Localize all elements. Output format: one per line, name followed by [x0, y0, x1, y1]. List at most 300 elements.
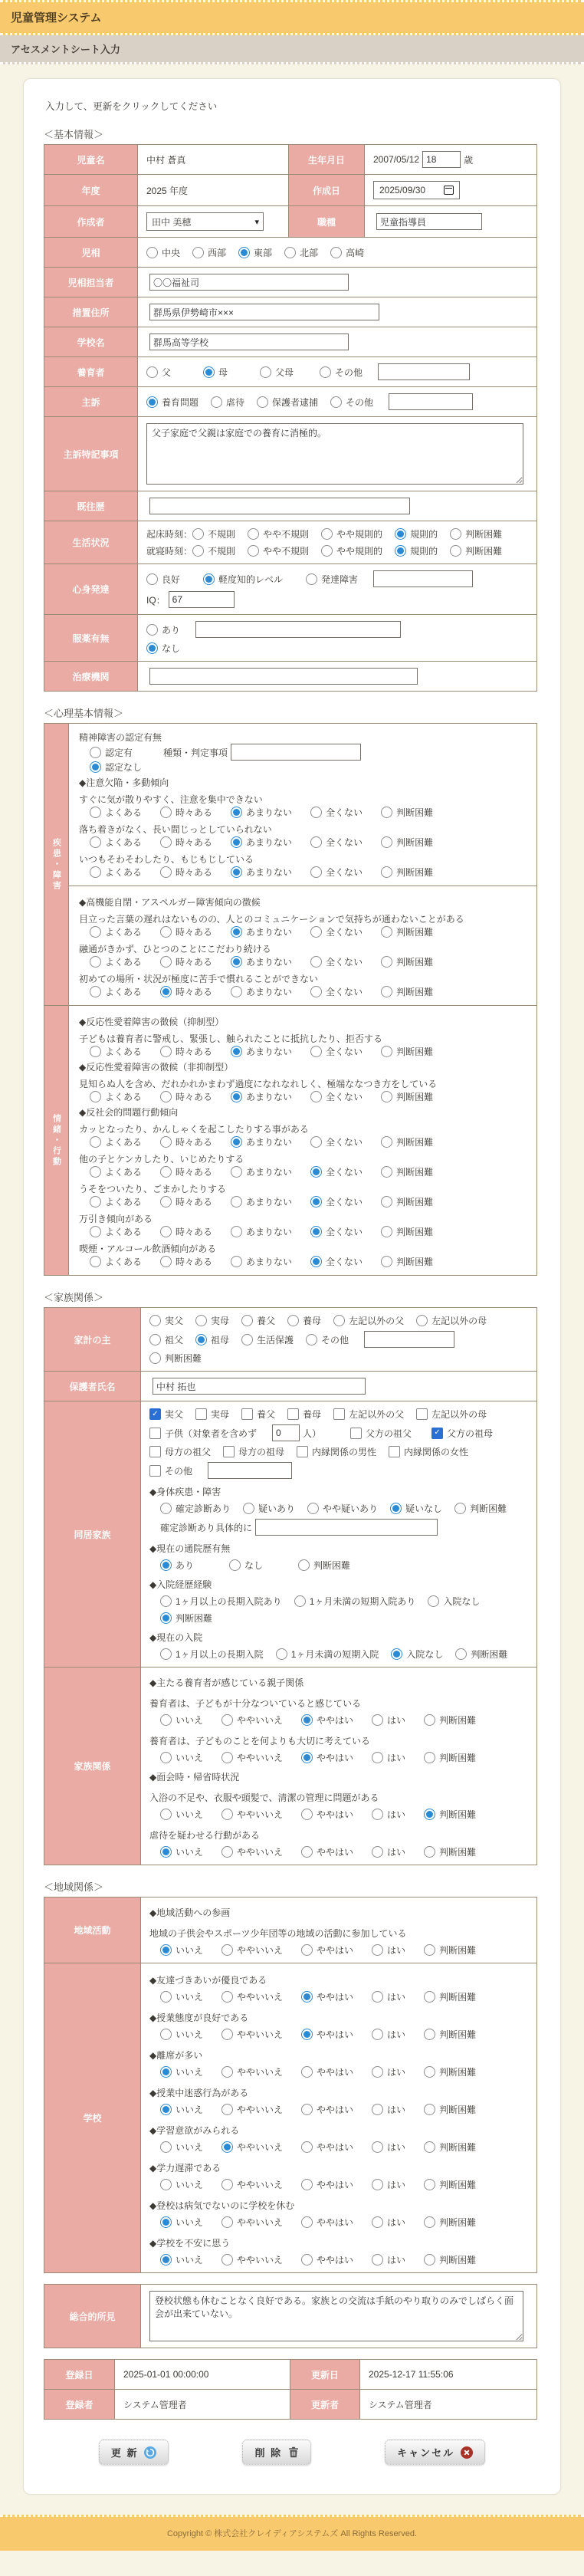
radio-option[interactable]: [229, 1559, 263, 1572]
radio-option[interactable]: [231, 955, 292, 968]
age-input[interactable]: [422, 151, 461, 168]
radio-option[interactable]: [381, 1165, 433, 1178]
radio-label: 判断困難: [396, 1046, 434, 1057]
radio-option[interactable]: [306, 573, 358, 586]
radio-option[interactable]: [221, 2216, 283, 2229]
radio-option[interactable]: [221, 2141, 283, 2154]
radio-option[interactable]: [372, 1845, 405, 1858]
radio-option[interactable]: [424, 2141, 476, 2154]
radio-option[interactable]: [90, 1195, 142, 1208]
radio-option[interactable]: [307, 1502, 378, 1515]
radio-option[interactable]: [231, 866, 292, 879]
radio-option[interactable]: [90, 1165, 142, 1178]
radio-option[interactable]: [90, 925, 142, 938]
radio-option[interactable]: [231, 1165, 292, 1178]
radio-option[interactable]: [192, 527, 235, 540]
checkbox-option[interactable]: [297, 1445, 376, 1458]
field-cell: [138, 268, 536, 297]
radio-label: 認定なし: [105, 762, 143, 773]
radio-option[interactable]: [149, 1333, 183, 1346]
radio-option[interactable]: [310, 1165, 363, 1178]
iq-input[interactable]: [169, 591, 235, 608]
radio-option[interactable]: [203, 366, 228, 379]
radio-option[interactable]: [192, 246, 226, 259]
table-row: [44, 661, 536, 691]
radio-option[interactable]: [424, 2178, 476, 2191]
radio-option[interactable]: [231, 1135, 292, 1148]
caregiver-other-input[interactable]: [378, 363, 470, 380]
radio-option[interactable]: [301, 1751, 353, 1764]
radio-option[interactable]: [248, 527, 309, 540]
radio-dot-icon: [221, 2104, 233, 2115]
radio-option[interactable]: [310, 1090, 363, 1103]
cancel-button-label: キャンセル: [397, 2447, 455, 2459]
radio-option[interactable]: [160, 2065, 203, 2078]
radio-option[interactable]: [90, 1045, 142, 1058]
radio-label: 全くない: [326, 867, 363, 878]
radio-option[interactable]: [221, 1845, 283, 1858]
radio-option[interactable]: [146, 573, 180, 586]
radio-option[interactable]: [321, 527, 382, 540]
radio-label: はい: [387, 1847, 406, 1858]
checkbox-option[interactable]: [149, 1445, 211, 1458]
radio-option[interactable]: [301, 2103, 353, 2116]
radio-option[interactable]: [221, 1808, 283, 1821]
delete-button[interactable]: [242, 2440, 311, 2465]
staff-input[interactable]: [149, 274, 349, 291]
radio-label: 全くない: [326, 1197, 363, 1208]
field-cell: [365, 145, 536, 174]
radio-option[interactable]: [231, 1090, 292, 1103]
radio-option[interactable]: [301, 2028, 353, 2041]
radio-label: 父母: [275, 366, 294, 378]
radio-option[interactable]: [90, 1090, 142, 1103]
checkbox-option[interactable]: [389, 1445, 468, 1458]
radio-option[interactable]: [306, 1333, 349, 1346]
radio-option[interactable]: [160, 1090, 212, 1103]
radio-option[interactable]: [381, 836, 433, 849]
radio-label: 東部: [254, 247, 273, 258]
radio-option[interactable]: [310, 806, 363, 819]
radio-option[interactable]: [221, 1714, 283, 1727]
diagnosis-detail-input[interactable]: [255, 1519, 438, 1536]
radio-option[interactable]: [381, 1195, 433, 1208]
update-button[interactable]: [99, 2440, 169, 2465]
radio-option[interactable]: [424, 2065, 476, 2078]
radio-option[interactable]: [372, 2103, 405, 2116]
radio-option[interactable]: [424, 2253, 476, 2266]
question-text: 見知らぬ人を含め、だれかれかまわず過度になれなれしく、極端ななつき方をしている: [79, 1079, 438, 1089]
radio-option[interactable]: [221, 2178, 283, 2191]
radio-option[interactable]: [221, 2065, 283, 2078]
radio-option[interactable]: [372, 1714, 405, 1727]
radio-option[interactable]: [231, 1195, 292, 1208]
radio-option[interactable]: [160, 1714, 203, 1727]
radio-option[interactable]: [301, 1808, 353, 1821]
radio-option[interactable]: [287, 1314, 321, 1327]
radio-option[interactable]: [257, 396, 318, 409]
radio-option[interactable]: [381, 1135, 433, 1148]
radio-dot-icon: [390, 1503, 402, 1514]
row-label: 家計の主: [44, 1308, 141, 1371]
radio-dot-icon: [160, 1944, 172, 1956]
radio-label: ややいいえ: [237, 1945, 284, 1956]
address-input[interactable]: [149, 304, 379, 320]
radio-option[interactable]: [276, 1648, 379, 1661]
radio-option[interactable]: [424, 2216, 476, 2229]
radio-label: 判断困難: [396, 1137, 434, 1148]
field-text: 2025-12-17 11:55:06: [369, 2369, 454, 2380]
checkbox-option[interactable]: [350, 1427, 412, 1440]
radio-option[interactable]: [160, 2178, 203, 2191]
radio-label: ややいいえ: [237, 2255, 284, 2266]
creation-date-input[interactable]: [373, 181, 460, 199]
radio-option[interactable]: [231, 1045, 292, 1058]
answer-options: [79, 1090, 527, 1103]
radio-label: なし: [244, 1560, 264, 1571]
radio-option[interactable]: [146, 396, 198, 409]
radio-option[interactable]: [372, 2216, 405, 2229]
radio-option[interactable]: [395, 544, 438, 557]
treatment-input[interactable]: [149, 668, 418, 685]
checkbox-option[interactable]: [333, 1408, 404, 1421]
radio-option[interactable]: [424, 1944, 476, 1957]
radio-dot-icon: [231, 836, 242, 848]
row-label: 登録日: [44, 2360, 115, 2389]
radio-option[interactable]: [424, 2028, 476, 2041]
radio-option[interactable]: [301, 2178, 353, 2191]
radio-option[interactable]: [160, 925, 212, 938]
radio-option[interactable]: [160, 1808, 203, 1821]
radio-option[interactable]: [195, 1333, 229, 1346]
radio-option[interactable]: [90, 746, 133, 759]
subsection-title: ◆主たる養育者が感じている親子関係: [149, 1677, 304, 1688]
radio-option[interactable]: [160, 2103, 203, 2116]
field-cell: [138, 357, 536, 386]
radio-dot-icon: [90, 1166, 101, 1178]
radio-option[interactable]: [424, 1714, 476, 1727]
radio-option[interactable]: [231, 925, 292, 938]
radio-option[interactable]: [90, 761, 142, 774]
delete-button-label: 削 除: [254, 2447, 283, 2459]
radio-option[interactable]: [330, 396, 373, 409]
radio-option[interactable]: [310, 955, 363, 968]
radio-dot-icon: [149, 1334, 161, 1346]
radio-label: よくある: [105, 1137, 143, 1148]
radio-dot-icon: [424, 1714, 435, 1726]
radio-label: いいえ: [176, 1753, 204, 1763]
radio-option[interactable]: [90, 836, 142, 849]
radio-option[interactable]: [243, 1502, 295, 1515]
radio-option[interactable]: [372, 2253, 405, 2266]
radio-option[interactable]: [160, 866, 212, 879]
radio-option[interactable]: [90, 955, 142, 968]
answer-options: [149, 1990, 528, 2003]
radio-option[interactable]: [146, 642, 180, 655]
checkbox-option[interactable]: [149, 1464, 192, 1477]
radio-option[interactable]: [195, 1314, 229, 1327]
radio-option[interactable]: [301, 2253, 353, 2266]
radio-option[interactable]: [310, 1195, 363, 1208]
radio-option[interactable]: [310, 866, 363, 879]
radio-option[interactable]: [424, 1751, 476, 1764]
guardian-name-input[interactable]: [153, 1378, 366, 1395]
radio-option[interactable]: [390, 1502, 442, 1515]
radio-option[interactable]: [301, 2065, 353, 2078]
radio-option[interactable]: [372, 2178, 405, 2191]
radio-option[interactable]: [160, 1944, 203, 1957]
radio-option[interactable]: [381, 1045, 433, 1058]
radio-option[interactable]: [160, 1045, 212, 1058]
radio-option[interactable]: [160, 1612, 212, 1625]
radio-option[interactable]: [160, 2253, 203, 2266]
radio-option[interactable]: [310, 1225, 363, 1238]
radio-option[interactable]: [310, 836, 363, 849]
complaint-note-textarea[interactable]: [146, 423, 523, 485]
radio-option[interactable]: [221, 2253, 283, 2266]
radio-option[interactable]: [310, 1135, 363, 1148]
radio-dot-icon: [160, 1559, 172, 1571]
radio-option[interactable]: [381, 985, 433, 998]
radio-label: 判断困難: [439, 1992, 477, 2003]
radio-option[interactable]: [90, 1225, 142, 1238]
radio-label: 判断困難: [439, 2067, 477, 2078]
job-input[interactable]: [376, 213, 482, 230]
radio-option[interactable]: [90, 866, 142, 879]
radio-option[interactable]: [301, 1714, 353, 1727]
radio-option[interactable]: [301, 1845, 353, 1858]
checkbox-option[interactable]: [287, 1408, 321, 1421]
radio-option[interactable]: [90, 1135, 142, 1148]
radio-option[interactable]: [90, 1255, 142, 1268]
radio-option[interactable]: [160, 1648, 264, 1661]
radio-option[interactable]: [381, 925, 433, 938]
radio-option[interactable]: [310, 1255, 363, 1268]
radio-option[interactable]: [301, 1944, 353, 1957]
psych-group-row: [44, 1005, 536, 1275]
radio-option[interactable]: [160, 1502, 231, 1515]
radio-option[interactable]: [381, 1255, 433, 1268]
radio-option[interactable]: [192, 544, 235, 557]
radio-label: 判断困難: [396, 837, 434, 848]
disability-detail-input[interactable]: [373, 570, 473, 587]
field-text: 確定診断あり具体的に: [160, 1522, 253, 1533]
checkbox-label: 左記以外の母: [431, 1409, 487, 1420]
radio-label: はい: [387, 2217, 406, 2228]
radio-option[interactable]: [301, 2216, 353, 2229]
radio-option[interactable]: [160, 2141, 203, 2154]
school-name-input[interactable]: [149, 334, 349, 350]
radio-label: あまりない: [246, 1167, 293, 1178]
radio-option[interactable]: [301, 1990, 353, 2003]
radio-option[interactable]: [424, 1808, 476, 1821]
radio-dot-icon: [248, 545, 259, 557]
certification-detail-input[interactable]: [231, 744, 361, 761]
radio-option[interactable]: [424, 1845, 476, 1858]
radio-label: よくある: [105, 1257, 143, 1267]
radio-option[interactable]: [320, 366, 363, 379]
radio-label: いいえ: [176, 1809, 204, 1820]
radio-option[interactable]: [238, 246, 272, 259]
answer-options: [149, 2253, 528, 2266]
form-line: [146, 334, 528, 350]
radio-option[interactable]: [231, 985, 292, 998]
radio-option[interactable]: [221, 2103, 283, 2116]
radio-option[interactable]: [231, 806, 292, 819]
radio-option[interactable]: [160, 1165, 212, 1178]
checkbox-option[interactable]: [223, 1445, 284, 1458]
radio-option[interactable]: [330, 246, 364, 259]
radio-option[interactable]: [381, 1090, 433, 1103]
radio-option[interactable]: [450, 527, 502, 540]
radio-dot-icon: [310, 1196, 322, 1208]
radio-option[interactable]: [146, 623, 180, 636]
radio-option[interactable]: [372, 1990, 405, 2003]
radio-option[interactable]: [455, 1648, 507, 1661]
app-title: 児童管理システム: [11, 12, 102, 25]
radio-option[interactable]: [372, 2141, 405, 2154]
radio-label: 判断困難: [439, 2255, 477, 2266]
radio-option[interactable]: [149, 1314, 183, 1327]
radio-option[interactable]: [424, 2103, 476, 2116]
radio-dot-icon: [221, 2216, 233, 2228]
radio-option[interactable]: [160, 2028, 203, 2041]
radio-option[interactable]: [428, 1595, 480, 1608]
radio-option[interactable]: [333, 1314, 404, 1327]
radio-option[interactable]: [160, 1559, 194, 1572]
radio-dot-icon: [160, 1256, 172, 1267]
radio-option[interactable]: [160, 1225, 212, 1238]
radio-option[interactable]: [310, 925, 363, 938]
checkbox-option[interactable]: [416, 1408, 487, 1421]
radio-dot-icon: [90, 866, 101, 878]
medication-detail-input[interactable]: [195, 621, 401, 638]
checkbox-option[interactable]: [195, 1408, 229, 1421]
radio-option[interactable]: [231, 836, 292, 849]
radio-option[interactable]: [90, 806, 142, 819]
radio-option[interactable]: [160, 1595, 282, 1608]
radio-option[interactable]: [381, 955, 433, 968]
radio-option[interactable]: [424, 1990, 476, 2003]
checkbox-option[interactable]: [241, 1408, 275, 1421]
radio-option[interactable]: [90, 985, 142, 998]
radio-dot-icon: [160, 2029, 172, 2040]
radio-option[interactable]: [221, 1751, 283, 1764]
radio-option[interactable]: [160, 985, 212, 998]
radio-option[interactable]: [298, 1559, 350, 1572]
radio-option[interactable]: [454, 1502, 507, 1515]
radio-option[interactable]: [372, 1808, 405, 1821]
radio-option[interactable]: [395, 527, 438, 540]
summary-textarea[interactable]: [149, 2291, 523, 2341]
radio-option[interactable]: [372, 1751, 405, 1764]
radio-option[interactable]: [160, 836, 212, 849]
radio-option[interactable]: [381, 1225, 433, 1238]
radio-option[interactable]: [310, 1045, 363, 1058]
radio-option[interactable]: [310, 985, 363, 998]
radio-dot-icon: [395, 545, 406, 557]
radio-label: 時々ある: [176, 1046, 213, 1057]
radio-dot-icon: [276, 1648, 287, 1660]
radio-option[interactable]: [149, 1352, 202, 1365]
radio-option[interactable]: [372, 2065, 405, 2078]
spacer: [206, 1565, 229, 1566]
radio-option[interactable]: [231, 1225, 292, 1238]
radio-label: ややいいえ: [237, 2104, 284, 2115]
radio-option[interactable]: [372, 2028, 405, 2041]
spacer: [192, 579, 203, 580]
form-line: [373, 213, 528, 230]
radio-option[interactable]: [260, 366, 294, 379]
radio-option[interactable]: [160, 955, 212, 968]
radio-option[interactable]: [146, 366, 171, 379]
radio-option[interactable]: [160, 2216, 203, 2229]
radio-option[interactable]: [248, 544, 309, 557]
radio-label: 判断困難: [396, 927, 434, 938]
radio-option[interactable]: [160, 1751, 203, 1764]
cancel-button[interactable]: [385, 2440, 485, 2465]
cohabit-other-input[interactable]: [208, 1462, 292, 1479]
children-count-input[interactable]: [272, 1424, 300, 1441]
checkbox-option[interactable]: [149, 1408, 183, 1421]
radio-option[interactable]: [301, 2141, 353, 2154]
radio-option[interactable]: [160, 1255, 212, 1268]
radio-label: 父: [162, 366, 172, 378]
radio-option[interactable]: [294, 1595, 416, 1608]
radio-option[interactable]: [146, 246, 180, 259]
radio-option[interactable]: [391, 1648, 443, 1661]
checkbox-icon: [195, 1408, 207, 1420]
radio-option[interactable]: [231, 1255, 292, 1268]
radio-option[interactable]: [160, 1990, 203, 2003]
radio-option[interactable]: [381, 866, 433, 879]
radio-option[interactable]: [160, 1195, 212, 1208]
radio-dot-icon: [221, 2179, 233, 2190]
radio-option[interactable]: [203, 573, 283, 586]
radio-option[interactable]: [160, 1135, 212, 1148]
checkbox-option[interactable]: [431, 1427, 493, 1440]
radio-dot-icon: [424, 2254, 435, 2266]
radio-option[interactable]: [221, 1944, 283, 1957]
radio-option[interactable]: [372, 1944, 405, 1957]
group-label-text: 疾患・障害: [51, 837, 61, 892]
radio-option[interactable]: [160, 1845, 203, 1858]
row-label: 保護者氏名: [44, 1372, 141, 1401]
history-input[interactable]: [149, 498, 410, 514]
radio-label: 判断困難: [396, 807, 434, 818]
radio-option[interactable]: [241, 1314, 275, 1327]
group-label: [44, 1006, 69, 1275]
radio-option[interactable]: [416, 1314, 487, 1327]
radio-option[interactable]: [381, 806, 433, 819]
radio-option[interactable]: [241, 1333, 294, 1346]
radio-dot-icon: [301, 2029, 313, 2040]
householder-other-input[interactable]: [364, 1331, 454, 1348]
radio-dot-icon: [301, 1944, 313, 1956]
radio-dot-icon: [372, 1991, 383, 2003]
author-select[interactable]: [146, 212, 264, 231]
radio-option[interactable]: [321, 544, 382, 557]
checkbox-option[interactable]: [149, 1427, 257, 1440]
radio-label: いいえ: [176, 2104, 204, 2115]
radio-option[interactable]: [221, 2028, 283, 2041]
radio-option[interactable]: [211, 396, 244, 409]
radio-option[interactable]: [284, 246, 318, 259]
radio-option[interactable]: [221, 1990, 283, 2003]
complaint-other-input[interactable]: [389, 393, 473, 410]
radio-option[interactable]: [450, 544, 502, 557]
radio-option[interactable]: [160, 806, 212, 819]
